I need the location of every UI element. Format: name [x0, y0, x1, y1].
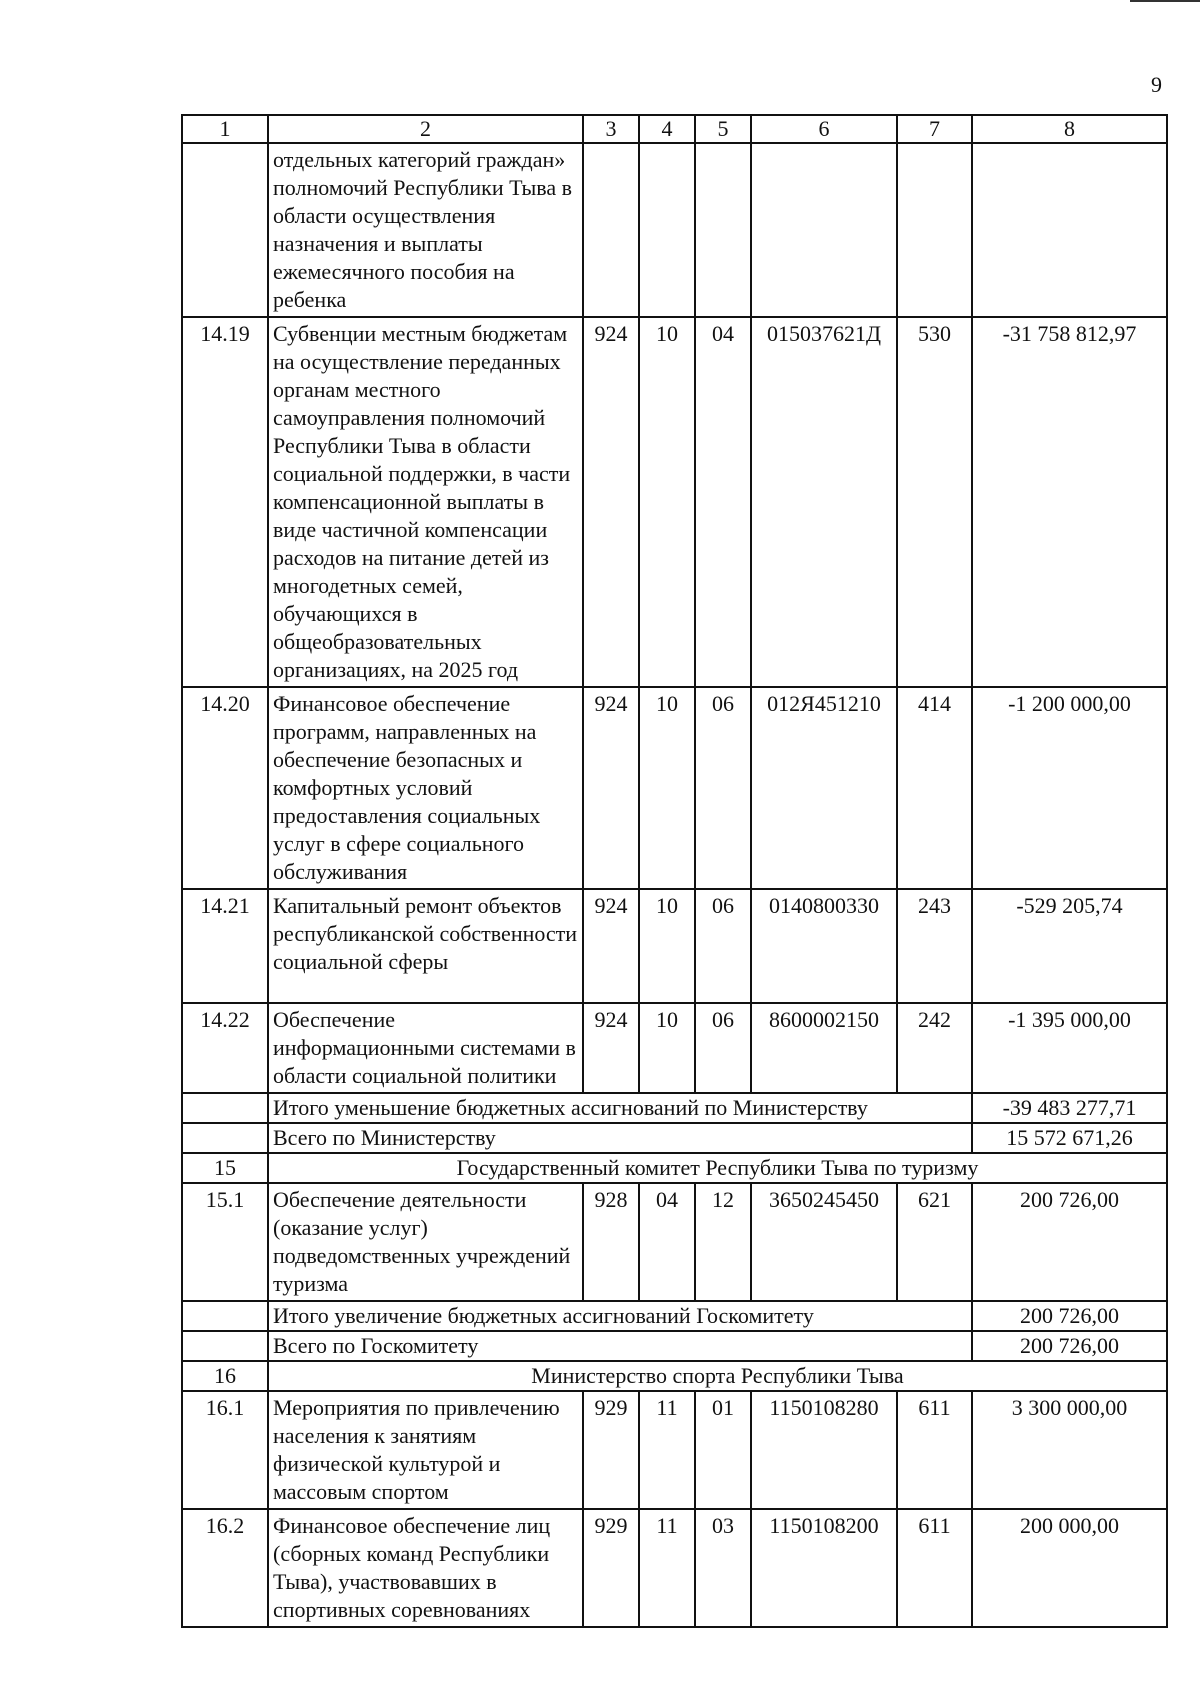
- table-row: [182, 687, 1167, 889]
- ministry-grand-total-row: [182, 1123, 1167, 1153]
- table-row: [182, 1003, 1167, 1093]
- row-number: [182, 143, 268, 317]
- page-number: 9: [1151, 72, 1162, 97]
- row-col3: 929: [583, 1509, 639, 1627]
- table-row: [182, 1183, 1167, 1301]
- row-col6: 1150108200: [751, 1509, 897, 1627]
- row-col4: 10: [639, 1003, 695, 1093]
- row-col7: 414: [897, 687, 972, 889]
- row-col6: 012Я451210: [751, 687, 897, 889]
- row-col3: 928: [583, 1183, 639, 1301]
- committee-grand-total-row: [182, 1331, 1167, 1361]
- section-header-row: [182, 1153, 1167, 1183]
- row-col5: 04: [695, 317, 751, 687]
- section-number: 16: [182, 1361, 268, 1391]
- header-cell: 4: [639, 115, 695, 143]
- row-col7: 242: [897, 1003, 972, 1093]
- row-col7: 611: [897, 1391, 972, 1509]
- row-col6: 0140800330: [751, 889, 897, 1003]
- header-cell: 7: [897, 115, 972, 143]
- table-row: [182, 317, 1167, 687]
- summary-value: 15 572 671,26: [972, 1123, 1167, 1153]
- header-cell: 2: [268, 115, 583, 143]
- row-amount: 3 300 000,00: [972, 1391, 1167, 1509]
- row-amount: 200 726,00: [972, 1183, 1167, 1301]
- row-col4: 11: [639, 1391, 695, 1509]
- row-number: 14.20: [182, 687, 268, 889]
- row-number: 14.21: [182, 889, 268, 1003]
- row-col6: 8600002150: [751, 1003, 897, 1093]
- row-number: 15.1: [182, 1183, 268, 1301]
- summary-label: Всего по Госкомитету: [268, 1331, 972, 1361]
- section-title: Государственный комитет Республики Тыва по туризму: [268, 1153, 1167, 1183]
- row-col7: 243: [897, 889, 972, 1003]
- row-amount: -1 395 000,00: [972, 1003, 1167, 1093]
- row-col3: 924: [583, 1003, 639, 1093]
- header-cell: 8: [972, 115, 1167, 143]
- summary-value: -39 483 277,71: [972, 1093, 1167, 1123]
- row-name: Мероприятия по привлечению населения к занятиям физической культурой и массовым спортом: [268, 1391, 583, 1509]
- empty-cell: [182, 1301, 268, 1331]
- row-col4: [639, 143, 695, 317]
- row-col7: 611: [897, 1509, 972, 1627]
- row-col3: 924: [583, 687, 639, 889]
- row-col4: 10: [639, 889, 695, 1003]
- scan-corner-mark: [1130, 0, 1200, 10]
- row-col5: 03: [695, 1509, 751, 1627]
- row-col6: 3650245450: [751, 1183, 897, 1301]
- row-amount: -1 200 000,00: [972, 687, 1167, 889]
- row-col6: 1150108280: [751, 1391, 897, 1509]
- section-title: Министерство спорта Республики Тыва: [268, 1361, 1167, 1391]
- summary-label: Итого уменьшение бюджетных ассигнований по Министерству: [268, 1093, 972, 1123]
- row-amount: -529 205,74: [972, 889, 1167, 1003]
- header-cell: 5: [695, 115, 751, 143]
- row-name: Капитальный ремонт объектов республиканской собственности социальной сферы: [268, 889, 583, 1003]
- row-number: 16.2: [182, 1509, 268, 1627]
- row-col5: 01: [695, 1391, 751, 1509]
- table-header-row: [182, 115, 1167, 143]
- budget-table: [181, 114, 1168, 1628]
- row-col4: 11: [639, 1509, 695, 1627]
- summary-label: Итого увеличение бюджетных ассигнований Госкомитету: [268, 1301, 972, 1331]
- row-amount: 200 000,00: [972, 1509, 1167, 1627]
- row-name: Финансовое обеспечение программ, направленных на обеспечение безопасных и комфортных условий предоставления социальных услуг в сфере социального обслуживания: [268, 687, 583, 889]
- ministry-total-decrease-row: [182, 1093, 1167, 1123]
- row-col3: 924: [583, 889, 639, 1003]
- row-col7: [897, 143, 972, 317]
- row-number: 14.22: [182, 1003, 268, 1093]
- row-name: Обеспечение деятельности (оказание услуг) подведомственных учреждений туризма: [268, 1183, 583, 1301]
- row-col4: 10: [639, 687, 695, 889]
- section-number: 15: [182, 1153, 268, 1183]
- row-col7: 530: [897, 317, 972, 687]
- row-col5: [695, 143, 751, 317]
- row-name: Обеспечение информационными системами в области социальной политики: [268, 1003, 583, 1093]
- row-col4: 04: [639, 1183, 695, 1301]
- table-row: [182, 889, 1167, 1003]
- row-col5: 06: [695, 687, 751, 889]
- committee-total-increase-row: [182, 1301, 1167, 1331]
- table-row: [182, 1509, 1167, 1627]
- row-col6: [751, 143, 897, 317]
- row-number: 16.1: [182, 1391, 268, 1509]
- row-col7: 621: [897, 1183, 972, 1301]
- empty-cell: [182, 1123, 268, 1153]
- row-col6: 015037621Д: [751, 317, 897, 687]
- row-col5: 06: [695, 1003, 751, 1093]
- row-col3: 924: [583, 317, 639, 687]
- row-amount: [972, 143, 1167, 317]
- row-col5: 12: [695, 1183, 751, 1301]
- row-col4: 10: [639, 317, 695, 687]
- row-col5: 06: [695, 889, 751, 1003]
- header-cell: 1: [182, 115, 268, 143]
- summary-value: 200 726,00: [972, 1331, 1167, 1361]
- row-col3: 929: [583, 1391, 639, 1509]
- header-cell: 6: [751, 115, 897, 143]
- row-number: 14.19: [182, 317, 268, 687]
- section-header-row: [182, 1361, 1167, 1391]
- row-amount: -31 758 812,97: [972, 317, 1167, 687]
- row-name: Финансовое обеспечение лиц (сборных команд Республики Тыва), участвовавших в спортивных соревнованиях: [268, 1509, 583, 1627]
- summary-value: 200 726,00: [972, 1301, 1167, 1331]
- row-name: Субвенции местным бюджетам на осуществление переданных органам местного самоуправления полномочий Республики Тыва в области социальной поддержки, в части компенсационной выплаты в виде частичной компенсации расходов на питание детей из многодетных семей, обучающихся в общеобразовательных организациях, на 2025 год: [268, 317, 583, 687]
- table-row: [182, 1391, 1167, 1509]
- row-col3: [583, 143, 639, 317]
- empty-cell: [182, 1093, 268, 1123]
- empty-cell: [182, 1331, 268, 1361]
- header-cell: 3: [583, 115, 639, 143]
- table-row: [182, 143, 1167, 317]
- summary-label: Всего по Министерству: [268, 1123, 972, 1153]
- row-name: отдельных категорий граждан» полномочий Республики Тыва в области осуществления назначения и выплаты ежемесячного пособия на ребенка: [268, 143, 583, 317]
